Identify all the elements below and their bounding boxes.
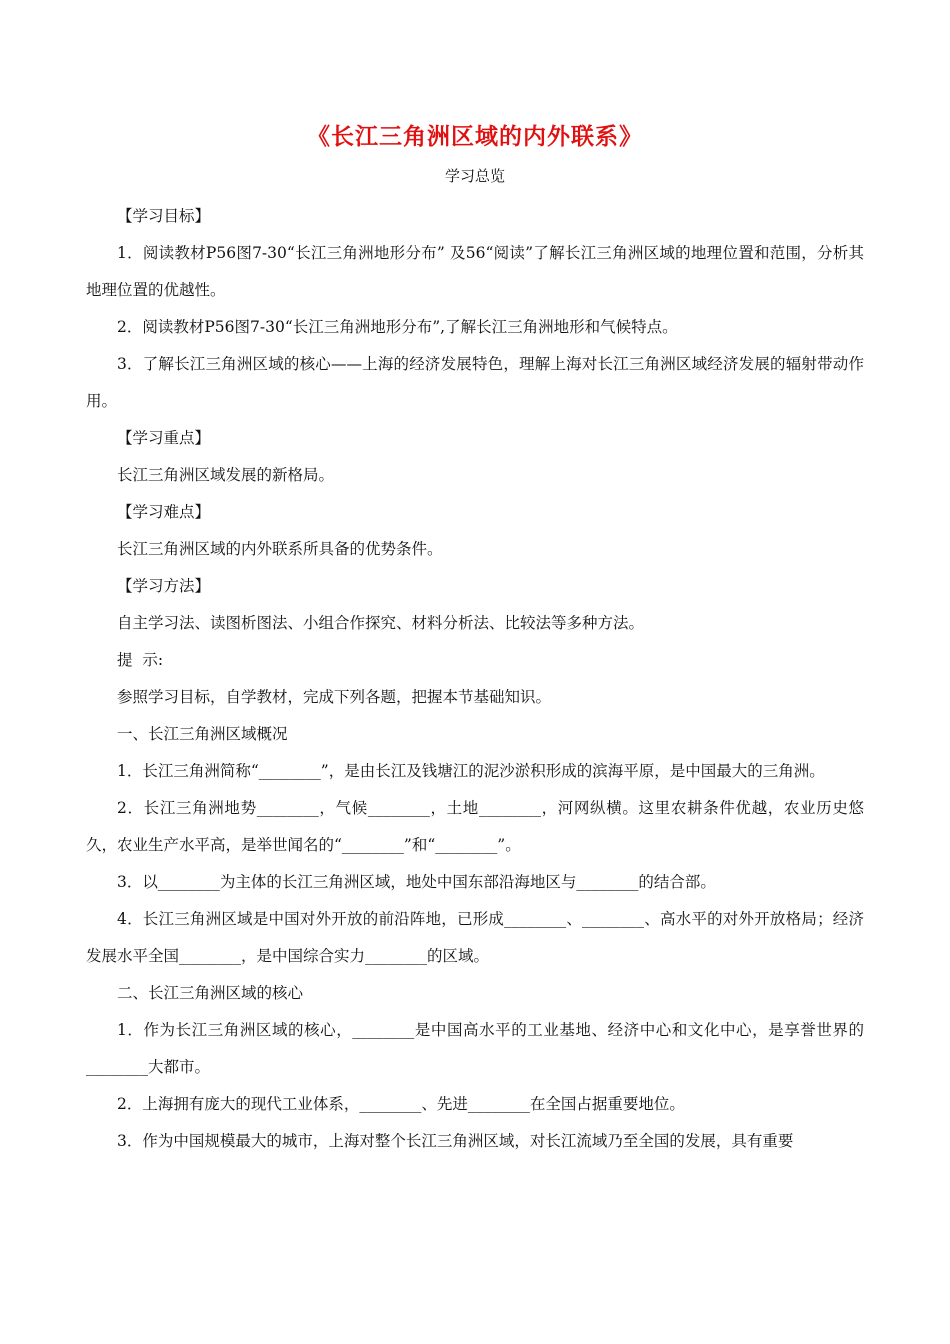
tip-label: 提 示: [117, 651, 164, 669]
goal-2: 2．阅读教材P56图7-30“长江三角洲地形分布”,了解长江三角洲地形和气候特点。 [117, 318, 678, 336]
part1-question-4: 4．长江三角洲区域是中国对外开放的前沿阵地，已形成________、________、高水平的对外开放格局；经济发展水平全国________，是中国综合实力________的区域。 [86, 910, 864, 965]
tip-text: 参照学习目标，自学教材，完成下列各题，把握本节基础知识。 [117, 688, 552, 706]
part1-question-3: 3．以________为主体的长江三角洲区域，地处中国东部沿海地区与________的结合部。 [117, 873, 716, 891]
part1-question-2: 2．长江三角洲地势________，气候________，土地________，河网纵横。这里农耕条件优越，农业历史悠久，农业生产水平高，是举世闻名的“________”和“________”。 [86, 799, 864, 854]
key-heading: 【学习重点】 [117, 429, 211, 447]
goal-3: 3．了解长江三角洲区域的核心——上海的经济发展特色，理解上海对长江三角洲区域经济发展的辐射带动作用。 [86, 355, 864, 410]
method-heading: 【学习方法】 [117, 577, 211, 595]
key-text: 长江三角洲区域发展的新格局。 [117, 466, 335, 484]
part2-question-1: 1．作为长江三角洲区域的核心，________是中国高水平的工业基地、经济中心和文化中心，是享誉世界的________大都市。 [86, 1021, 864, 1076]
document-title: 《长江三角洲区域的内外联系》 [307, 123, 643, 150]
goals-heading: 【学习目标】 [117, 207, 211, 225]
document-subtitle: 学习总览 [444, 167, 505, 185]
part2-heading: 二、长江三角洲区域的核心 [117, 984, 304, 1002]
part2-question-3: 3．作为中国规模最大的城市，上海对整个长江三角洲区域，对长江流域乃至全国的发展，具有重要 [117, 1132, 794, 1150]
part1-question-1: 1．长江三角洲简称“________”，是由长江及钱塘江的泥沙淤积形成的滨海平原，是中国最大的三角洲。 [117, 762, 825, 780]
document-page [86, 118, 864, 1160]
part2-question-2: 2．上海拥有庞大的现代工业体系，________、先进________在全国占据重要地位。 [117, 1095, 685, 1113]
difficult-heading: 【学习难点】 [117, 503, 211, 521]
difficult-text: 长江三角洲区域的内外联系所具备的优势条件。 [117, 540, 443, 558]
method-text: 自主学习法、读图析图法、小组合作探究、材料分析法、比较法等多种方法。 [117, 614, 645, 632]
goal-1: 1．阅读教材P56图7-30“长江三角洲地形分布” 及56“阅读”了解长江三角洲区域的地理位置和范围，分析其地理位置的优越性。 [86, 244, 864, 299]
part1-heading: 一、长江三角洲区域概况 [117, 725, 288, 743]
